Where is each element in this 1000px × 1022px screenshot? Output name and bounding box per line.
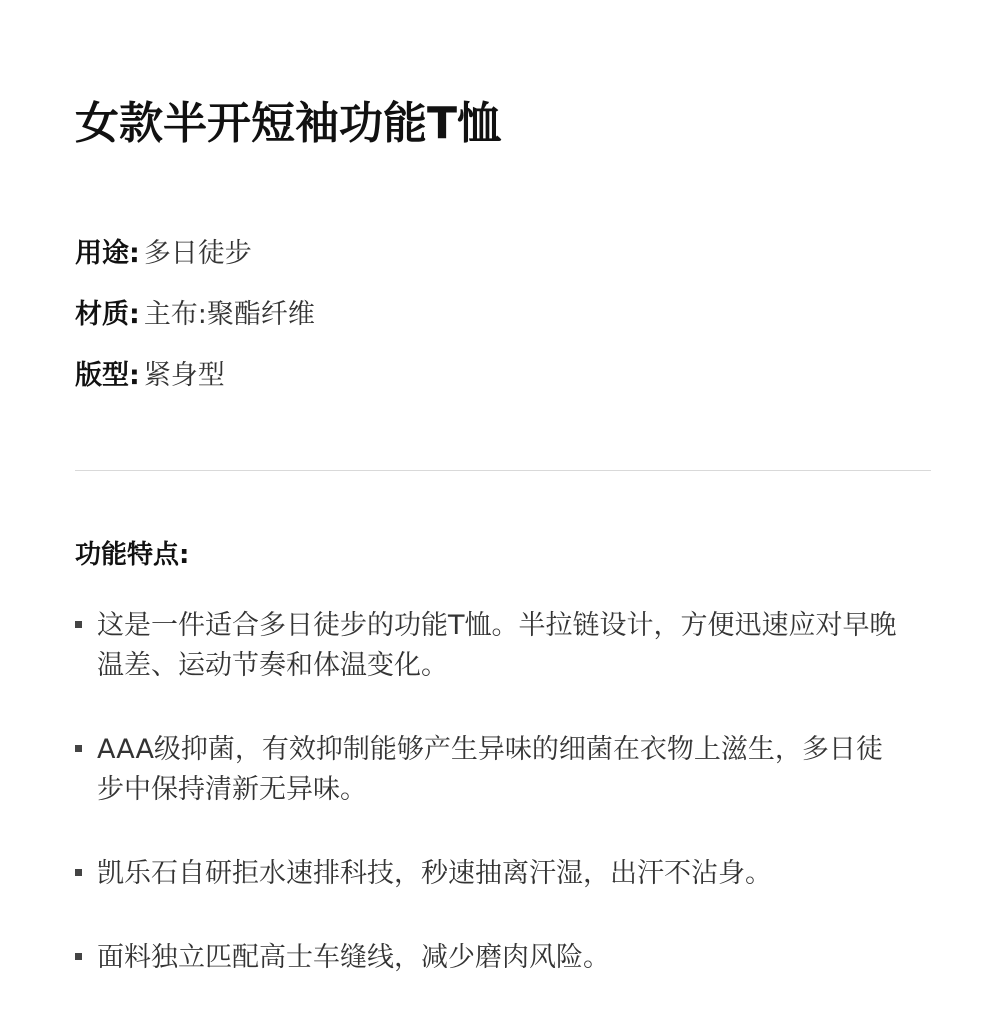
- product-title: 女款半开短袖功能T恤: [75, 98, 502, 149]
- square-bullet-icon: [75, 745, 82, 752]
- feature-text: 凯乐石自研拒水速排科技，秒速抽离汗湿，出汗不沾身。: [97, 858, 772, 889]
- square-bullet-icon: [75, 621, 82, 628]
- feature-text: 这是一件适合多日徒步的功能T恤。半拉链设计，方便迅速应对早晚温差、运动节奏和体温变化。: [97, 610, 897, 681]
- features-heading: 功能特点:: [75, 540, 190, 570]
- spec-value-usage: 多日徒步: [143, 238, 252, 269]
- feature-item: [75, 938, 897, 978]
- spec-row-fit: [75, 354, 931, 398]
- spec-value-fit: 紧身型: [143, 360, 225, 391]
- feature-item: [75, 854, 897, 894]
- feature-list: [75, 606, 931, 1022]
- spec-row-usage: [75, 232, 931, 276]
- product-specs: [75, 232, 931, 415]
- square-bullet-icon: [75, 869, 82, 876]
- section-divider: [75, 470, 931, 471]
- feature-item: [75, 606, 897, 686]
- feature-text: AAA级抑菌，有效抑制能够产生异味的细菌在衣物上滋生，多日徒步中保持清新无异味。: [97, 734, 883, 805]
- square-bullet-icon: [75, 953, 82, 960]
- spec-value-material: 主布:聚酯纤维: [143, 299, 315, 330]
- spec-label-fit: 版型:: [75, 360, 140, 391]
- spec-row-material: [75, 293, 931, 337]
- spec-label-material: 材质:: [75, 299, 140, 330]
- spec-label-usage: 用途:: [75, 238, 140, 269]
- feature-text: 面料独立匹配高士车缝线，减少磨肉风险。: [97, 942, 610, 973]
- feature-item: [75, 730, 897, 810]
